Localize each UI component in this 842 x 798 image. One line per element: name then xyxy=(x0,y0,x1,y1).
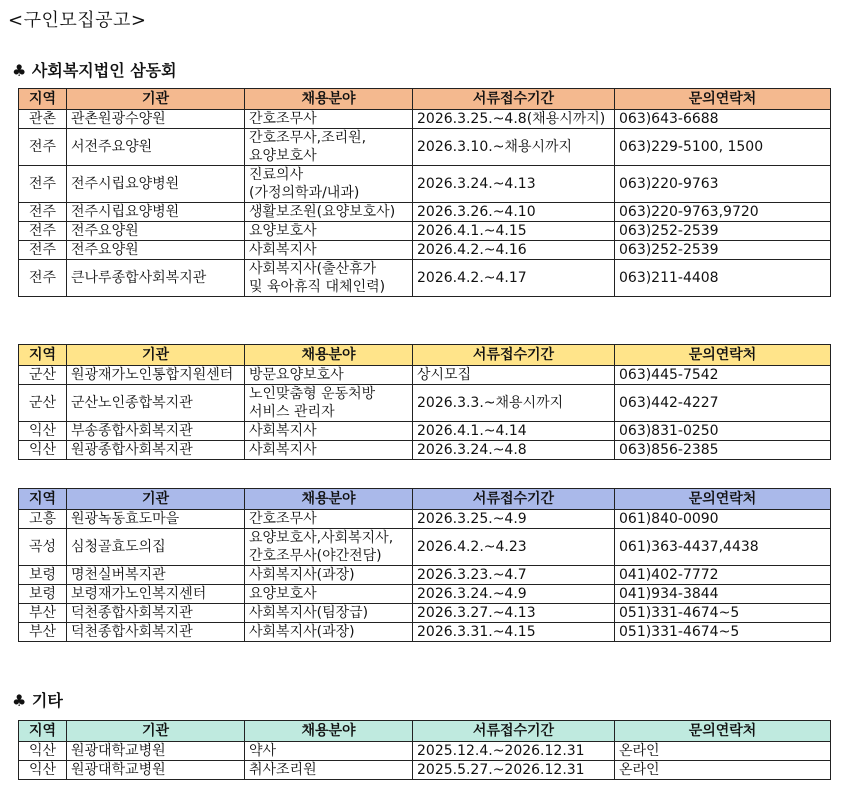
cell-period: 2026.4.1.~4.14 xyxy=(413,422,615,441)
cell-period: 2026.4.1.~4.15 xyxy=(413,222,615,241)
cell-region: 전주 xyxy=(19,203,67,222)
cell-period: 2026.4.2.~4.17 xyxy=(413,260,615,297)
cell-region: 부산 xyxy=(19,604,67,623)
cell-contact: 041)402-7772 xyxy=(615,566,831,585)
cell-org: 전주요양원 xyxy=(67,241,245,260)
cell-contact: 063)229-5100, 1500 xyxy=(615,129,831,166)
table-row xyxy=(19,585,831,604)
cell-region: 전주 xyxy=(19,166,67,203)
cell-org: 보령재가노인복지센터 xyxy=(67,585,245,604)
cell-contact: 063)211-4408 xyxy=(615,260,831,297)
col-header-org: 기관 xyxy=(67,721,245,742)
cell-org: 원광종합사회복지관 xyxy=(67,441,245,460)
cell-region: 보령 xyxy=(19,585,67,604)
cell-field xyxy=(245,742,413,761)
field-line: 사회복지사(출산휴가 xyxy=(249,261,377,277)
cell-field xyxy=(245,166,413,203)
table-row xyxy=(19,222,831,241)
cell-contact: 063)831-0250 xyxy=(615,422,831,441)
cell-period: 2026.3.25.~4.9 xyxy=(413,510,615,529)
table-row xyxy=(19,166,831,203)
field-line: (가정의학과/내과) xyxy=(249,185,360,201)
cell-field xyxy=(245,241,413,260)
cell-region: 전주 xyxy=(19,260,67,297)
cell-region: 익산 xyxy=(19,761,67,780)
cell-contact: 063)252-2539 xyxy=(615,222,831,241)
cell-period: 2026.4.2.~4.23 xyxy=(413,529,615,566)
col-header-contact: 문의연락처 xyxy=(615,489,831,510)
table-row xyxy=(19,566,831,585)
cell-org: 원광대학교병원 xyxy=(67,761,245,780)
cell-region: 전주 xyxy=(19,241,67,260)
cell-contact: 041)934-3844 xyxy=(615,585,831,604)
cell-field xyxy=(245,385,413,422)
cell-region: 익산 xyxy=(19,441,67,460)
field-line: 생활보조원(요양보호사) xyxy=(249,204,396,220)
cell-region: 곡성 xyxy=(19,529,67,566)
col-header-field: 채용분야 xyxy=(245,345,413,366)
field-line: 사회복지사(과장) xyxy=(249,624,355,640)
cell-field xyxy=(245,566,413,585)
cell-field xyxy=(245,510,413,529)
cell-region: 익산 xyxy=(19,742,67,761)
cell-contact: 051)331-4674~5 xyxy=(615,604,831,623)
col-header-period: 서류접수기간 xyxy=(413,489,615,510)
cell-period: 2026.3.24.~4.9 xyxy=(413,585,615,604)
cell-org: 원광재가노인통합지원센터 xyxy=(67,366,245,385)
cell-contact: 063)856-2385 xyxy=(615,441,831,460)
field-line: 간호조무사(야간전담) xyxy=(249,548,382,564)
field-line: 약사 xyxy=(249,743,277,759)
table-row xyxy=(19,422,831,441)
table-header-row xyxy=(19,89,831,110)
field-line: 간호조무사,조리원, xyxy=(249,130,367,146)
cell-region: 익산 xyxy=(19,422,67,441)
page-title: <구인모집공고> xyxy=(8,10,147,31)
field-line: 방문요양보호사 xyxy=(249,367,344,383)
col-header-period: 서류접수기간 xyxy=(413,345,615,366)
cell-org: 심청골효도의집 xyxy=(67,529,245,566)
field-line: 사회복지사 xyxy=(249,423,317,439)
cell-period: 2026.3.31.~4.15 xyxy=(413,623,615,642)
cell-field xyxy=(245,110,413,129)
col-header-region: 지역 xyxy=(19,345,67,366)
table-header-row xyxy=(19,721,831,742)
cell-contact: 063)252-2539 xyxy=(615,241,831,260)
cell-org: 전주시립요양병원 xyxy=(67,203,245,222)
cell-region: 전주 xyxy=(19,129,67,166)
cell-org: 덕천종합사회복지관 xyxy=(67,604,245,623)
field-line: 요양보호사 xyxy=(249,586,317,602)
cell-period: 2026.3.24.~4.13 xyxy=(413,166,615,203)
cell-field xyxy=(245,366,413,385)
field-line: 및 육아휴직 대체인력) xyxy=(249,279,386,295)
cell-contact: 061)363-4437,4438 xyxy=(615,529,831,566)
col-header-contact: 문의연락처 xyxy=(615,721,831,742)
field-line: 요양보호사,사회복지사, xyxy=(249,530,394,546)
table-row xyxy=(19,441,831,460)
field-line: 간호조무사 xyxy=(249,111,317,127)
cell-field xyxy=(245,585,413,604)
field-line: 요양보호사 xyxy=(249,223,317,239)
field-line: 사회복지사(팀장급) xyxy=(249,605,369,621)
col-header-field: 채용분야 xyxy=(245,489,413,510)
cell-period: 2026.3.25.~4.8(채용시까지) xyxy=(413,110,615,129)
cell-org: 전주시립요양병원 xyxy=(67,166,245,203)
field-line: 요양보호사 xyxy=(249,148,317,164)
cell-contact: 051)331-4674~5 xyxy=(615,623,831,642)
cell-contact: 063)220-9763 xyxy=(615,166,831,203)
cell-period: 2025.5.27.~2026.12.31 xyxy=(413,761,615,780)
cell-org: 명천실버복지관 xyxy=(67,566,245,585)
cell-period: 2026.3.10.~채용시까지 xyxy=(413,129,615,166)
table-row xyxy=(19,604,831,623)
cell-field xyxy=(245,529,413,566)
col-header-field: 채용분야 xyxy=(245,721,413,742)
field-line: 노인맞춤형 운동처방 xyxy=(249,386,376,402)
cell-field xyxy=(245,623,413,642)
cell-period: 2026.4.2.~4.16 xyxy=(413,241,615,260)
col-header-region: 지역 xyxy=(19,489,67,510)
cell-contact: 063)442-4227 xyxy=(615,385,831,422)
cell-period: 상시모집 xyxy=(413,366,615,385)
col-header-contact: 문의연락처 xyxy=(615,89,831,110)
col-header-period: 서류접수기간 xyxy=(413,89,615,110)
col-header-region: 지역 xyxy=(19,89,67,110)
cell-field xyxy=(245,422,413,441)
cell-contact: 063)445-7542 xyxy=(615,366,831,385)
cell-contact: 온라인 xyxy=(615,761,831,780)
col-header-field: 채용분야 xyxy=(245,89,413,110)
table-row xyxy=(19,366,831,385)
cell-contact: 061)840-0090 xyxy=(615,510,831,529)
field-line: 서비스 관리자 xyxy=(249,404,335,420)
field-line: 진료의사 xyxy=(249,167,304,183)
cell-org: 덕천종합사회복지관 xyxy=(67,623,245,642)
table-row xyxy=(19,110,831,129)
job-table-2 xyxy=(18,344,831,460)
col-header-org: 기관 xyxy=(67,89,245,110)
cell-field xyxy=(245,604,413,623)
col-header-contact: 문의연락처 xyxy=(615,345,831,366)
cell-contact: 063)220-9763,9720 xyxy=(615,203,831,222)
col-header-org: 기관 xyxy=(67,345,245,366)
table-row xyxy=(19,129,831,166)
table-row xyxy=(19,623,831,642)
col-header-region: 지역 xyxy=(19,721,67,742)
table-row xyxy=(19,529,831,566)
cell-region: 군산 xyxy=(19,366,67,385)
cell-field xyxy=(245,441,413,460)
cell-field xyxy=(245,203,413,222)
field-line: 취사조리원 xyxy=(249,762,317,778)
cell-org: 원광녹동효도마을 xyxy=(67,510,245,529)
field-line: 간호조무사 xyxy=(249,511,317,527)
job-table-1 xyxy=(18,88,831,297)
cell-region: 고흥 xyxy=(19,510,67,529)
job-table-4 xyxy=(18,720,831,780)
field-line: 사회복지사(과장) xyxy=(249,567,355,583)
cell-period: 2026.3.3.~채용시까지 xyxy=(413,385,615,422)
table-header-row xyxy=(19,489,831,510)
cell-org: 전주요양원 xyxy=(67,222,245,241)
table-row xyxy=(19,260,831,297)
field-line: 사회복지사 xyxy=(249,242,317,258)
job-table-3 xyxy=(18,488,831,642)
table-row xyxy=(19,761,831,780)
table-row xyxy=(19,241,831,260)
cell-org: 부송종합사회복지관 xyxy=(67,422,245,441)
cell-period: 2026.3.27.~4.13 xyxy=(413,604,615,623)
cell-region: 군산 xyxy=(19,385,67,422)
col-header-period: 서류접수기간 xyxy=(413,721,615,742)
table-row xyxy=(19,510,831,529)
cell-period: 2025.12.4.~2026.12.31 xyxy=(413,742,615,761)
cell-org: 원광대학교병원 xyxy=(67,742,245,761)
cell-region: 관촌 xyxy=(19,110,67,129)
cell-contact: 063)643-6688 xyxy=(615,110,831,129)
cell-region: 전주 xyxy=(19,222,67,241)
cell-org: 큰나루종합사회복지관 xyxy=(67,260,245,297)
cell-contact: 온라인 xyxy=(615,742,831,761)
field-line: 사회복지사 xyxy=(249,442,317,458)
cell-period: 2026.3.24.~4.8 xyxy=(413,441,615,460)
cell-org: 관촌원광수양원 xyxy=(67,110,245,129)
cell-region: 부산 xyxy=(19,623,67,642)
col-header-org: 기관 xyxy=(67,489,245,510)
cell-region: 보령 xyxy=(19,566,67,585)
section-heading-other: ♣ 기타 xyxy=(12,691,63,710)
cell-org: 서전주요양원 xyxy=(67,129,245,166)
table-header-row xyxy=(19,345,831,366)
cell-field xyxy=(245,761,413,780)
section-heading-samdong: ♣ 사회복지법인 삼동회 xyxy=(12,61,177,80)
cell-org: 군산노인종합복지관 xyxy=(67,385,245,422)
cell-field xyxy=(245,260,413,297)
cell-field xyxy=(245,129,413,166)
table-row xyxy=(19,385,831,422)
cell-period: 2026.3.26.~4.10 xyxy=(413,203,615,222)
table-row xyxy=(19,742,831,761)
cell-field xyxy=(245,222,413,241)
table-row xyxy=(19,203,831,222)
cell-period: 2026.3.23.~4.7 xyxy=(413,566,615,585)
